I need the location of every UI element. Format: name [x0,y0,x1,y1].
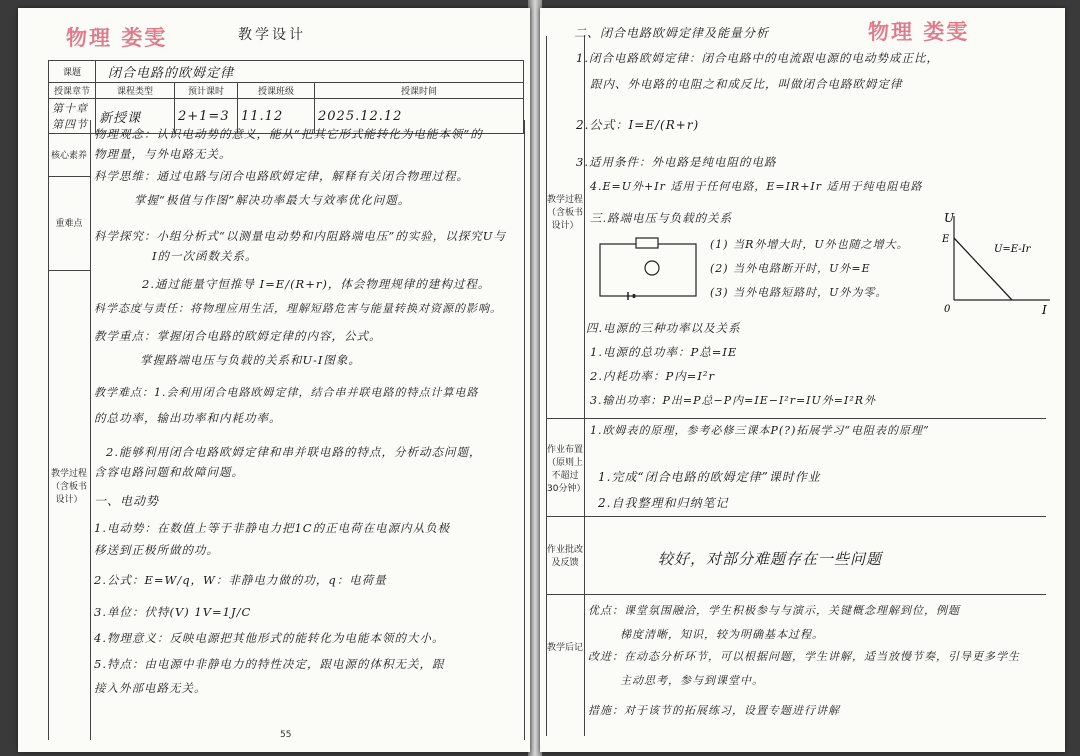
core-divider [48,176,90,177]
page-header-title: 教学设计 [238,27,306,43]
core-line: 掌握“极值与作图”解决功率最大与效率优化问题。 [134,193,411,207]
process-divider [546,418,1046,419]
time-value: 2025.12.12 [315,99,524,134]
label-column-border [584,36,585,736]
process-line: 移送到正极所做的功。 [94,543,219,557]
homework-line: 1.完成“闭合电路的欧姆定律”课时作业 [598,470,821,484]
process-line: 2.能够利用闭合电路欧姆定律和串并联电路的特点，分析动态问题， [106,445,482,459]
e-label: E [942,234,950,245]
homework-label: 作业布置（原则上不超过30分钟） [547,445,586,494]
process-line: 5.特点：由电源中非静电力的特性决定，跟电源的体积无关，跟 [94,657,445,671]
hours-label: 预计课时 [175,83,238,99]
process-line: 2.内耗功率：P内=I²r [590,369,715,383]
unit-value: 第十章第四节 [49,99,96,134]
process-line: 接入外部电路无关。 [94,681,207,695]
process-line: 3.单位：伏特(V) 1V=1J/C [94,605,252,619]
process-line: 2.公式：E=W/q，W：非静电力做的功，q：电荷量 [94,573,387,587]
reflection-label: 教学后记 [547,643,584,653]
teacher-stamp: 物理 娄雯 [66,26,168,50]
process-line: 二、闭合电路欧姆定律及能量分析 [574,26,770,40]
topic-label: 课题 [49,61,96,83]
process-line: 掌握路端电压与负载的关系和U-I图象。 [140,353,361,367]
homework-line: 2.自我整理和归纳笔记 [598,496,729,510]
process-line: 四.电源的三种功率以及关系 [586,321,741,335]
teacher-stamp: 物理 娄雯 [868,20,970,44]
axis-u-label: U [944,211,955,225]
circuit-diagram [594,234,704,304]
left-page [18,8,530,752]
process-line: 4.物理意义：反映电源把其他形式的能转化为电能本领的大小。 [94,631,445,645]
process-line: 4.E=U外+Ir 适用于任何电路，E=IR+Ir 适用于纯电阻电路 [590,180,923,193]
graph-equation: U=E-Ir [994,244,1031,255]
process-line: 3.适用条件：外电路是纯电阻的电路 [576,155,777,169]
feedback-text: 较好，对部分难题存在一些问题 [658,550,883,568]
process-line: 一、电动势 [94,494,160,508]
process-line: 三.路端电压与负载的关系 [590,211,733,225]
process-line: 1.闭合电路欧姆定律：闭合电路中的电流跟电源的电动势成正比， [576,51,939,65]
process-line: 跟内、外电路的电阻之和成反比，叫做闭合电路欧姆定律 [590,77,903,91]
feedback-label: 作业批改及反馈 [547,545,584,568]
feedback-divider [546,594,1046,595]
process-line: (2) 当外电路断开时，U外=E [710,262,871,275]
reflection-line: 主动思考，参与到课堂中。 [620,674,764,687]
time-label: 授课时间 [315,83,524,99]
process-label: 教学过程（含板书设计） [51,469,88,505]
key-label: 重难点 [55,219,83,229]
core-label: 核心素养 [50,151,87,161]
label-column-border [90,120,91,740]
hours-value: 2+1=3 [175,99,238,134]
process-line: 3.输出功率：P出=P总−P内=IE−I²r=IU外=I²R外 [590,394,877,407]
type-label: 课程类型 [96,83,175,99]
class-value: 11.12 [238,99,315,134]
core-line: I的一次函数关系。 [152,249,258,263]
process-label: 教学过程（含板书设计） [547,195,584,231]
process-line: 教学难点：1.会利用闭合电路欧姆定律，结合串并联电路的特点计算电路 [94,386,479,399]
plan-header-table [48,60,524,134]
process-line: 1.电动势：在数值上等于非静电力把1C的正电荷在电源内从负极 [94,521,451,535]
reflection-line: 改进：在动态分析环节，可以根据问题，学生讲解，适当放慢节奏，引导更多学生 [588,650,1020,663]
page-number: 55 [280,730,292,740]
left-border [48,120,49,740]
reflection-line: 措施：对于该节的拓展练习，设置专题进行讲解 [588,704,840,717]
origin-label: 0 [944,304,951,315]
process-line: 含容电路问题和故障问题。 [94,465,244,479]
right-page [540,8,1065,752]
process-line: 1.电源的总功率：P总=IE [590,345,738,359]
process-line: 科学态度与责任：将物理应用生活，理解短路危害与能量转换对资源的影响。 [94,302,502,315]
core-line: 物理观念：认识电动势的意义，能从“把其它形式能转化为电能本领”的 [94,127,483,141]
left-border [546,36,547,736]
axis-i-label: I [1042,303,1047,317]
process-line: 2.通过能量守恒推导 I=E/(R+r)，体会物理规律的建构过程。 [142,277,491,291]
process-line: 2.公式：I=E/(R+r) [576,118,700,132]
homework-line: 1.欧姆表的原理，参考必修三课本P(?)拓展学习“电阻表的原理” [590,424,930,437]
key-divider [48,270,90,271]
process-line: 的总功率，输出功率和内耗功率。 [94,411,282,425]
process-line: 教学重点：掌握闭合电路的欧姆定律的内容，公式。 [94,329,382,343]
reflection-line: 优点：课堂氛围融洽，学生积极参与与演示，关键概念理解到位，例题 [588,604,960,617]
topic-value: 闭合电路的欧姆定律 [96,61,524,83]
process-line: (1) 当R外增大时，U外也随之增大。 [710,238,909,251]
unit-label: 授课章节 [49,83,96,99]
ui-graph [932,208,1057,318]
type-value: 新授课 [96,99,175,134]
class-label: 授课班级 [238,83,315,99]
reflection-line: 梯度清晰，知识，较为明确基本过程。 [620,628,824,641]
core-line: 科学思维：通过电路与闭合电路欧姆定律，解释有关闭合物理过程。 [94,169,469,183]
core-line: 科学探究：小组分析式“以测量电动势和内阻路端电压”的实验，以探究U与 [94,229,506,243]
core-line: 物理量，与外电路无关。 [94,147,232,161]
homework-divider [546,516,1046,517]
right-border [524,120,525,740]
process-line: (3) 当外电路短路时，U外为零。 [710,286,888,299]
